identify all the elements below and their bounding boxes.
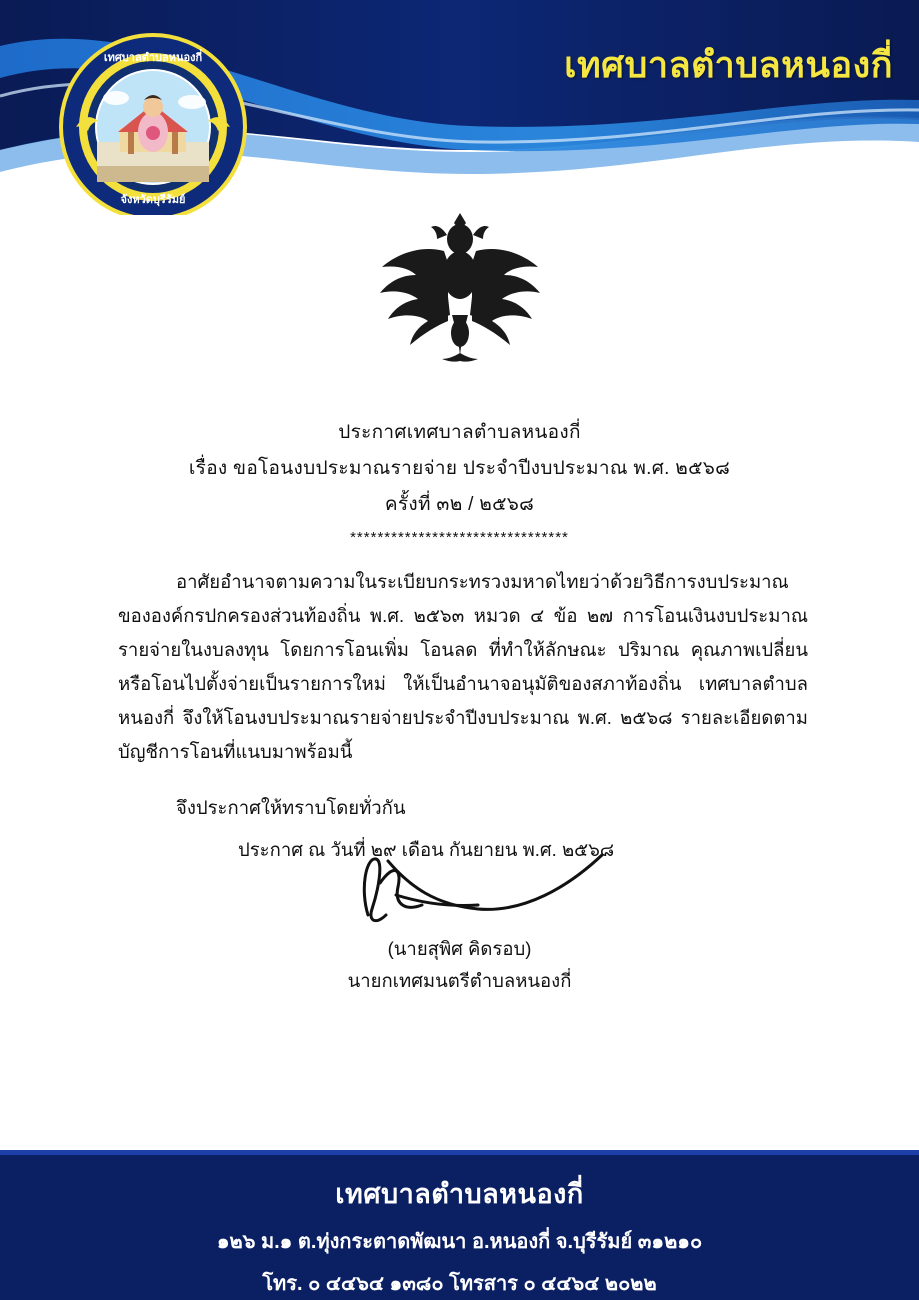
signer-name: (นายสุพิศ คิดรอบ) [387,938,532,959]
document-heading [0,415,919,546]
seal-bottom-text: จังหวัดบุรีรัมย์ [120,194,186,206]
heading-line-2: เรื่อง ขอโอนงบประมาณรายจ่าย ประจำปีงบประมาณ พ.ศ. ๒๕๖๘ [188,458,731,479]
footer-telephone: โทร. ๐ ๔๔๖๔ ๑๓๘๐ โทรสาร ๐ ๔๔๖๔ ๒๐๒๒ [262,1273,657,1295]
garuda-emblem-icon [370,205,550,370]
footer-address: ๑๒๖ ม.๑ ต.ทุ่งกระตาดพัฒนา อ.หนองกี่ จ.บุรีรัมย์ ๓๑๒๑๐ [216,1231,703,1253]
signature-block [0,843,919,997]
heading-line-1: ประกาศเทศบาลตำบลหนองกี่ [338,422,581,443]
header-title: เทศบาลตำบลหนองกี่ [564,44,893,85]
page-header [0,0,919,215]
paragraph-2: จึงประกาศให้ทราบโดยทั่วกัน [176,797,406,818]
seal-top-text: เทศบาลตำบลหนองกี่ [103,52,203,64]
date-line: ประกาศ ณ วันที่ ๒๙ เดือน กันยายน พ.ศ. ๒๕๖๘ [238,839,615,860]
paragraph-1: อาศัยอำนาจตามความในระเบียบกระทรวงมหาดไทยว่าด้วยวิธีการงบประมาณขององค์กรปกครองส่วนท้องถิ่น พ.ศ. ๒๕๖๓ หมวด ๔ ข้อ ๒๗ การโอนเงินงบประมาณรายจ่ายในงบลงทุน โดยการโอนเพิ่ม โอนลด ที่ทำให้ลักษณะ ปริมาณ คุณภาพเปลี่ยน หรือโอนไปตั้งจ่ายเป็นรายการใหม่ ให้เป็นอำนาจอนุมัติของสภาท้องถิ่น เทศบาลตำบลหนองกี่ จึงให้โอนงบประมาณรายจ่ายประจำปีงบประมาณ พ.ศ. ๒๕๖๘ รายละเอียดตามบัญชีการโอนที่แนบมาพร้อมนี้ [118,571,808,762]
heading-separator: ******************************** [350,529,569,546]
footer-accent-strip [0,1150,919,1155]
document-text [118,565,808,867]
document-body [0,215,919,1150]
municipal-seal-icon [58,32,248,215]
signer-title: นายกเทศมนตรีตำบลหนองกี่ [347,970,572,991]
handwritten-signature-icon [310,843,610,933]
page-footer [0,1150,919,1300]
footer-title: เทศบาลตำบลหนองกี่ [335,1179,584,1209]
heading-line-3: ครั้งที่ ๓๒ / ๒๕๖๘ [384,494,535,515]
